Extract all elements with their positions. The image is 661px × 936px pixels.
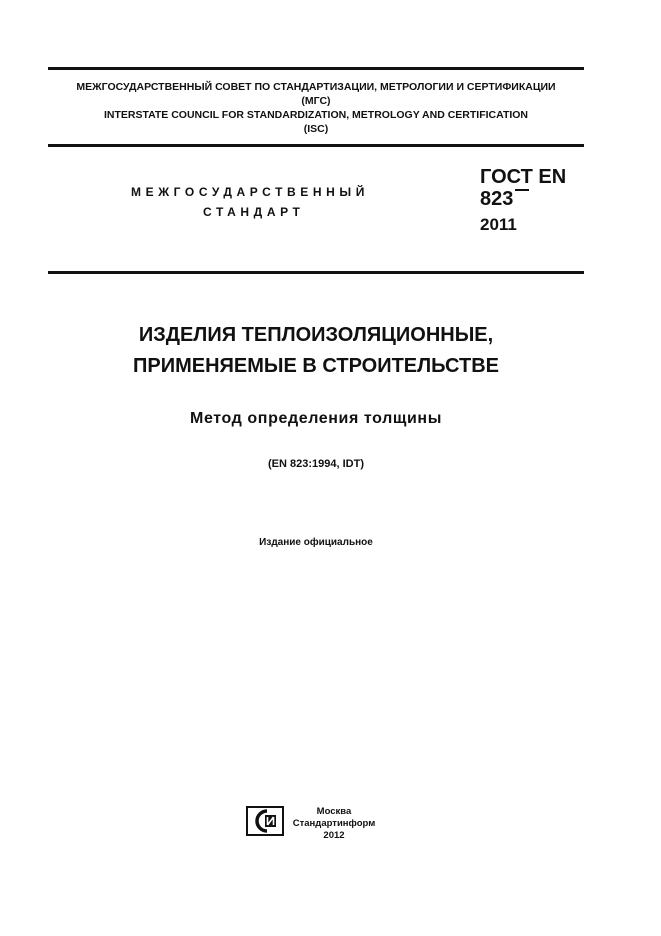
gost-number-line: [480, 187, 529, 211]
publisher-city: Москва: [316, 806, 352, 817]
standard-reference: (EN 823:1994, IDT): [268, 458, 364, 470]
gost-designation: ГОСТ EN: [480, 166, 567, 188]
standard-kind-line1: МЕЖГОСУДАРСТВЕННЫЙ: [131, 185, 369, 199]
gost-number: 823: [480, 188, 514, 210]
document-title-line2: ПРИМЕНЯЕМЫЕ В СТРОИТЕЛЬСТВЕ: [133, 355, 499, 377]
council-name-en: INTERSTATE COUNCIL FOR STANDARDIZATION, METROLOGY AND CERTIFICATION: [103, 109, 529, 121]
council-abbr-en: (ISC): [303, 123, 329, 135]
standard-kind-line2: СТАНДАРТ: [203, 205, 305, 219]
top-divider: [48, 67, 584, 70]
bottom-divider: [48, 271, 584, 274]
document-subtitle: Метод определения толщины: [190, 410, 442, 427]
middle-divider: [48, 144, 584, 147]
publication-year: 2012: [323, 830, 345, 841]
gost-year: 2011: [480, 215, 517, 234]
edition-note: Издание официальное: [259, 537, 373, 548]
publisher-name: Стандартинформ: [292, 818, 376, 829]
council-abbr-ru: (МГС): [301, 95, 331, 107]
standartinform-logo-icon: [246, 806, 284, 836]
document-title-line1: ИЗДЕЛИЯ ТЕПЛОИЗОЛЯЦИОННЫЕ,: [138, 324, 494, 346]
council-name-ru: МЕЖГОСУДАРСТВЕННЫЙ СОВЕТ ПО СТАНДАРТИЗАЦИИ, МЕТРОЛОГИИ И СЕРТИФИКАЦИИ: [76, 81, 556, 93]
gost-dash: [515, 189, 529, 191]
